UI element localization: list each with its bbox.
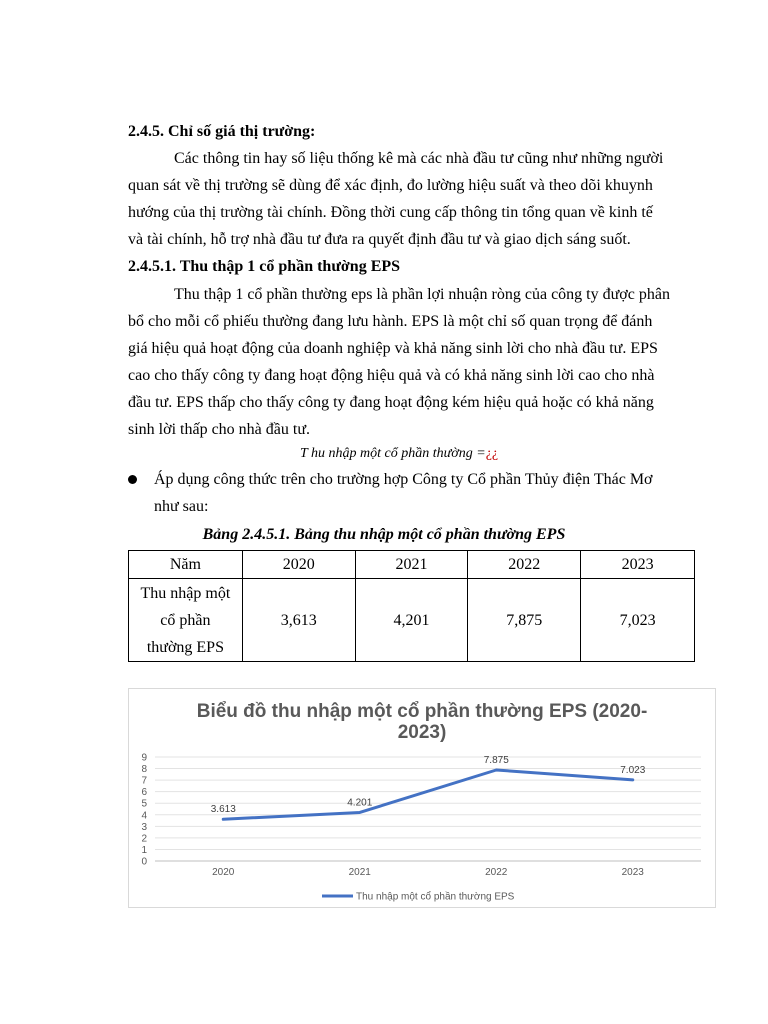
paragraph-line: giá hiệu quả hoạt động của doanh nghiệp và khả năng sinh lời cho nhà đầu tư. EPS — [128, 340, 658, 357]
row-label-line: thường EPS — [146, 638, 224, 656]
y-tick-label: 2 — [141, 833, 147, 845]
bullet-text: Áp dụng công thức trên cho trường hợp Công ty Cổ phần Thủy điện Thác Mơ — [154, 471, 653, 488]
row-label-line: Thu nhập một — [140, 584, 231, 602]
data-label: 7.875 — [483, 755, 509, 766]
y-tick-label: 9 — [141, 752, 147, 764]
formula-text: T hu nhập một cổ phần thường = — [300, 446, 486, 461]
y-tick-label: 1 — [141, 844, 147, 856]
paragraph-line: và tài chính, hỗ trợ nhà đầu tư đưa ra quyết định đầu tư và giao dịch sáng suốt. — [128, 231, 631, 248]
y-tick-label: 0 — [141, 856, 147, 868]
table-header-cell: Năm — [129, 551, 243, 579]
table-header-cell: 2023 — [581, 551, 695, 579]
chart-title-line: Biểu đồ thu nhập một cổ phần thường EPS (2020- — [196, 701, 648, 722]
paragraph-line: đầu tư. EPS thấp cho thấy công ty đang hoạt động kém hiệu quả hoặc có khả năng — [128, 394, 654, 411]
table-cell: 7,023 — [581, 579, 695, 662]
eps-formula — [300, 446, 498, 462]
paragraph-line: cao cho thấy công ty đang hoạt động hiệu quả và có khả năng sinh lời cao cho nhà — [128, 367, 655, 384]
paragraph-line: Các thông tin hay số liệu thống kê mà các nhà đầu tư cũng như những người — [174, 150, 664, 167]
eps-chart — [128, 688, 716, 908]
data-label: 4.201 — [347, 797, 373, 809]
table-caption: Bảng 2.4.5.1. Bảng thu nhập một cổ phần thường EPS — [202, 526, 566, 543]
legend-label: Thu nhập một cổ phần thường EPS — [356, 891, 515, 903]
x-tick-label: 2021 — [348, 867, 371, 878]
paragraph-line: Thu thập 1 cổ phần thường eps là phần lợi nhuận ròng của công ty được phân — [174, 286, 670, 303]
y-tick-label: 8 — [141, 764, 147, 776]
subsection-heading: 2.4.5.1. Thu thập 1 cổ phần thường EPS — [128, 258, 401, 275]
series-line — [223, 770, 633, 819]
table-header-cell: 2020 — [242, 551, 355, 579]
paragraph-line: quan sát về thị trường sẽ dùng để xác định, đo lường hiệu suất và theo dõi khuynh — [128, 177, 653, 194]
table-header-row — [129, 551, 695, 579]
table-row-label — [129, 579, 243, 662]
x-tick-label: 2023 — [621, 867, 644, 878]
table-row — [129, 579, 695, 662]
row-label-line: cổ phần — [160, 611, 211, 629]
x-tick-label: 2022 — [485, 867, 508, 878]
bullet-text: như sau: — [154, 498, 209, 515]
paragraph-line: sinh lời thấp cho nhà đầu tư. — [128, 421, 310, 438]
table-header-cell: 2021 — [355, 551, 468, 579]
y-tick-label: 7 — [141, 775, 147, 787]
y-tick-label: 5 — [141, 798, 147, 810]
chart-plot — [129, 689, 715, 907]
data-label: 3.613 — [210, 804, 236, 816]
x-tick-label: 2020 — [212, 867, 235, 878]
table-cell: 4,201 — [355, 579, 468, 662]
data-label: 7.023 — [620, 764, 646, 776]
y-tick-label: 4 — [141, 810, 147, 822]
paragraph-line: hướng của thị trường tài chính. Đồng thời cung cấp thông tin tổng quan về kinh tế — [128, 204, 653, 221]
section-heading: 2.4.5. Chỉ số giá thị trường: — [128, 123, 316, 140]
eps-table — [128, 550, 695, 662]
table-cell: 3,613 — [242, 579, 355, 662]
paragraph-line: bổ cho mỗi cổ phiếu thường đang lưu hành. EPS là một chỉ số quan trọng để đánh — [128, 313, 653, 330]
bullet-dot-icon — [128, 475, 137, 484]
y-tick-label: 6 — [141, 787, 147, 799]
table-cell: 7,875 — [468, 579, 581, 662]
y-tick-label: 3 — [141, 821, 147, 833]
table-header-cell: 2022 — [468, 551, 581, 579]
chart-title-line: 2023) — [397, 722, 447, 743]
formula-error-glyph: ¿¿ — [485, 446, 499, 461]
